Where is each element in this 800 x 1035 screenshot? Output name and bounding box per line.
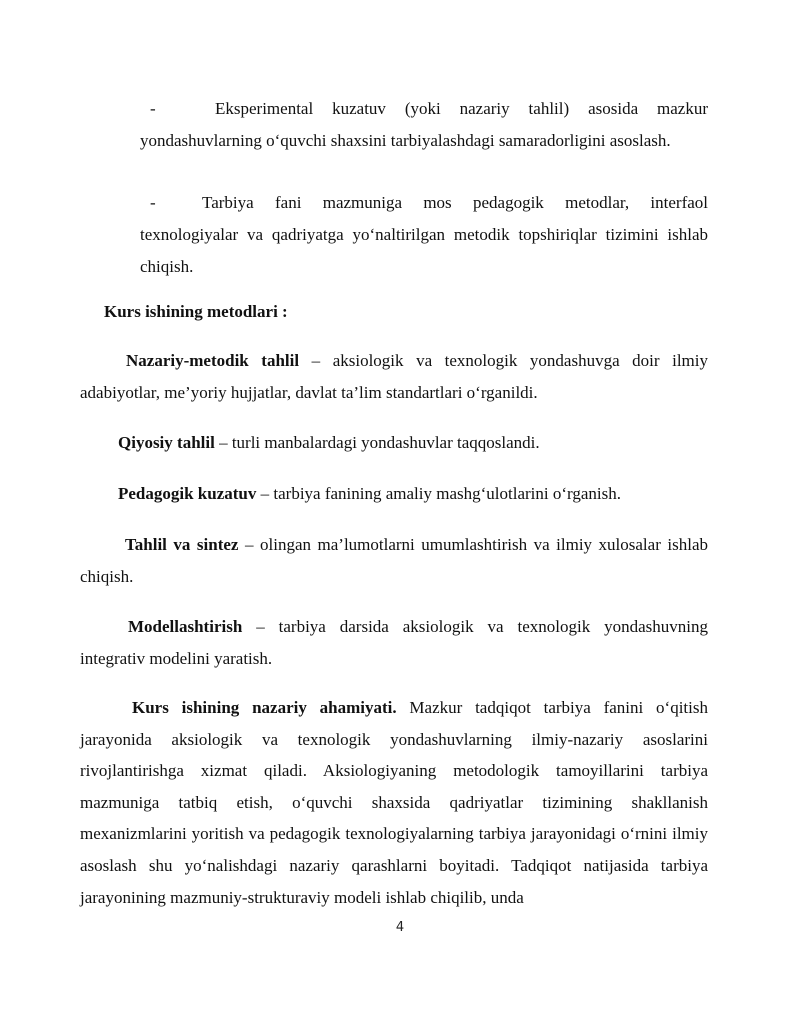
method-text: – olingan ma’lumotlarni umumlashtirish va ilmiy xulosalar ishlab chiqish.	[80, 535, 708, 586]
method-term: Pedagogik kuzatuv	[118, 484, 257, 503]
method-paragraph	[80, 529, 708, 593]
method-text: – tarbiya fanining amaliy mashg‘ulotlarini o‘rganish.	[256, 484, 622, 503]
bullet-dash: -	[150, 193, 156, 212]
bullet-dash: -	[150, 99, 156, 118]
method-term: Qiyosiy tahlil	[118, 433, 215, 452]
method-paragraph	[80, 427, 708, 459]
significance-term: Kurs ishining nazariy ahamiyati.	[132, 698, 397, 717]
bullet-text: Tarbiya fani mazmuniga mos pedagogik metodlar, interfaol texnologiyalar va qadriyatga yo‘naltirilgan metodik topshiriqlar tizimini ishlab chiqish.	[140, 193, 708, 276]
method-paragraph	[80, 611, 708, 675]
method-paragraph	[80, 478, 708, 510]
method-text: – aksiologik va texnologik yondashuvga doir ilmiy adabiyotlar, me’yoriy hujjatlar, davlat ta’lim standartlari o‘rganildi.	[80, 351, 708, 402]
method-paragraph	[80, 345, 708, 409]
method-term: Modellashtirish	[128, 617, 243, 636]
significance-text: Mazkur tadqiqot tarbiya fanini o‘qitish jarayonida aksiologik va texnologik yondashuvlarning ilmiy-nazariy asoslarini rivojlantirishga xizmat qiladi. Aksiologiyaning metodologik tamoyillarini tarbiya mazmuniga tatbiq etish, o‘quvchi shaxsida qadriyatlar tizimining shakllanish mexanizmlarini yoritish va pedagogik texnologiyalarning tarbiya jarayonidagi o‘rnini ilmiy asoslash shu yo‘nalishdagi nazariy qarashlarni boyitadi. Tadqiqot natijasida tarbiya jarayonining mazmuniy-strukturaviy modeli ishlab chiqilib, unda	[80, 698, 708, 907]
page-number: 4	[395, 920, 405, 935]
method-term: Nazariy-metodik tahlil	[126, 351, 300, 370]
methods-heading: Kurs ishining metodlari :	[104, 302, 288, 321]
method-text: – tarbiya darsida aksiologik va texnologik yondashuvning integrativ modelini yaratish.	[80, 617, 708, 668]
method-text: – turli manbalardagi yondashuvlar taqqoslandi.	[214, 433, 540, 452]
method-term: Tahlil va sintez	[125, 535, 239, 554]
bullet-text: Eksperimental kuzatuv (yoki nazariy tahlil) asosida mazkur yondashuvlarning o‘quvchi shaxsini tarbiyalashdagi samaradorligini asoslash.	[140, 99, 708, 150]
significance-paragraph	[80, 692, 708, 913]
